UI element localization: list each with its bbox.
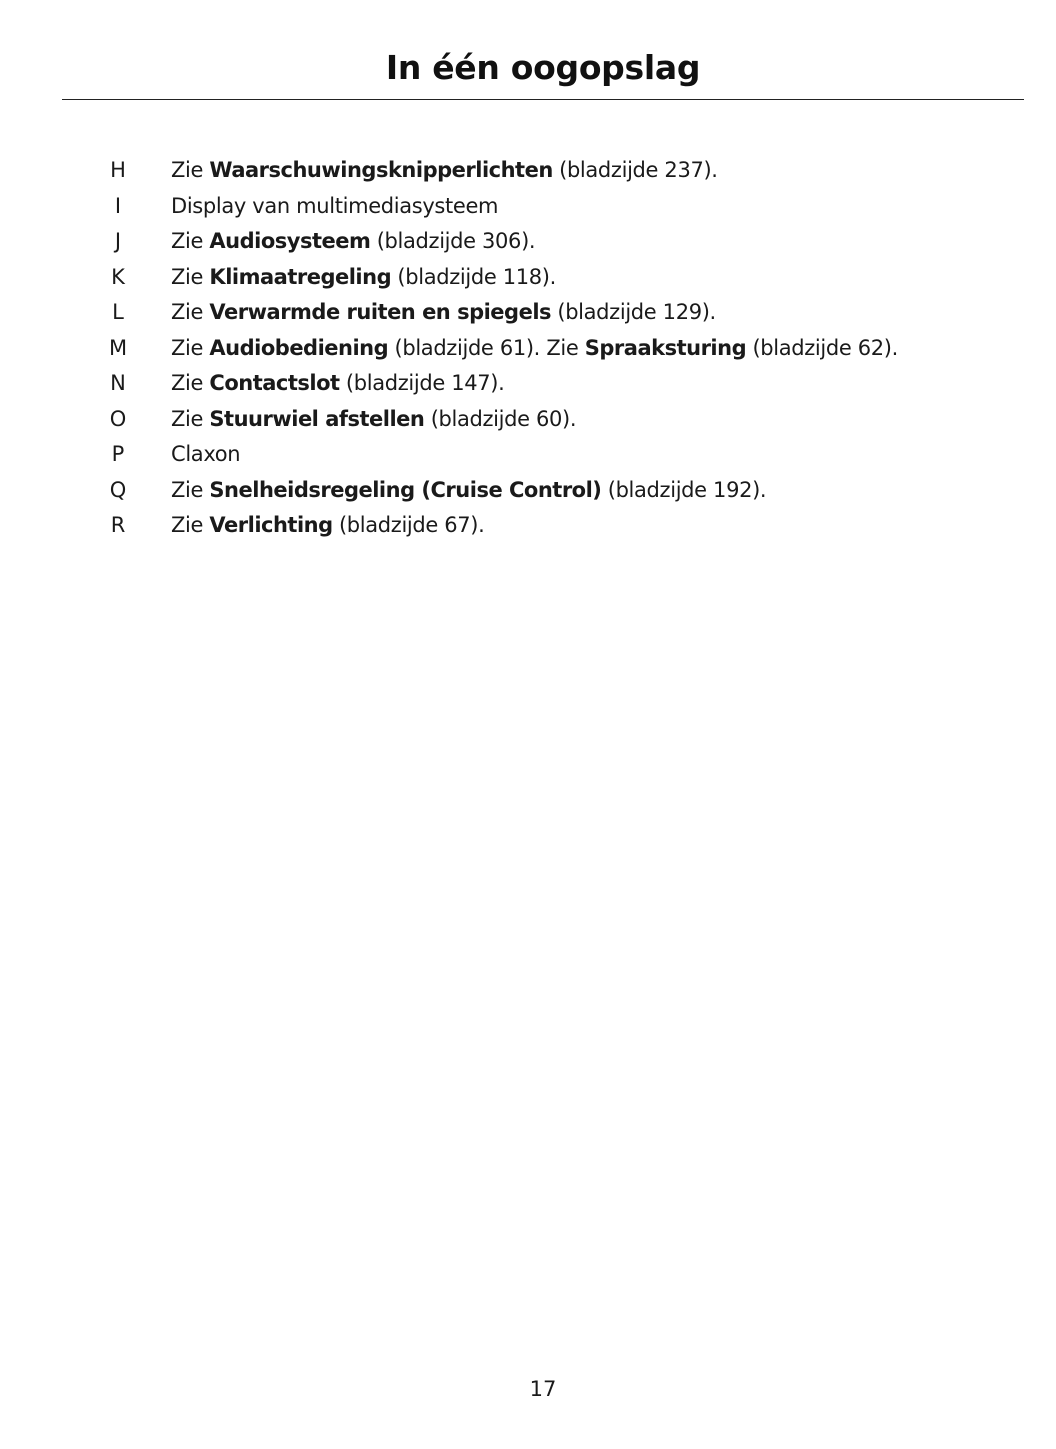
legend-text bbox=[171, 295, 716, 331]
legend-text bbox=[171, 437, 240, 473]
cross-reference-title: Audiobediening bbox=[209, 335, 389, 360]
cross-reference-title: Snelheidsregeling (Cruise Control) bbox=[209, 477, 602, 502]
legend-text-part: Zie bbox=[171, 229, 210, 253]
legend-item bbox=[0, 473, 1056, 509]
legend-item bbox=[0, 331, 1056, 367]
legend-text-part: Claxon bbox=[171, 442, 241, 466]
legend-item bbox=[0, 508, 1056, 544]
page-number: 17 bbox=[529, 1377, 557, 1401]
legend-item bbox=[0, 437, 1056, 473]
legend-key: H bbox=[110, 158, 126, 182]
legend-key: I bbox=[114, 193, 122, 218]
legend-text bbox=[171, 366, 504, 402]
legend-text bbox=[171, 260, 556, 296]
legend-key: K bbox=[111, 264, 125, 289]
legend-text bbox=[171, 402, 576, 438]
legend-text bbox=[171, 153, 718, 189]
cross-reference-title: Verwarmde ruiten en spiegels bbox=[209, 300, 552, 324]
legend-key: O bbox=[109, 406, 127, 431]
legend-text-part: (bladzijde 192). bbox=[601, 477, 767, 502]
legend-text-part: (bladzijde 61). Zie bbox=[388, 335, 585, 360]
cross-reference-title: Stuurwiel afstellen bbox=[209, 406, 425, 431]
legend-item bbox=[0, 260, 1056, 296]
legend-text-part: (bladzijde 60). bbox=[424, 406, 577, 431]
legend-text-part: Zie bbox=[171, 158, 210, 182]
cross-reference-title: Spraaksturing bbox=[584, 335, 747, 360]
legend-key: J bbox=[114, 229, 122, 253]
legend-item bbox=[0, 189, 1056, 225]
cross-reference-title: Waarschuwingsknipperlichten bbox=[209, 158, 553, 182]
legend-text bbox=[171, 473, 766, 509]
legend-text-part: (bladzijde 147). bbox=[339, 371, 505, 395]
legend-key: R bbox=[110, 513, 126, 537]
legend-text bbox=[171, 189, 498, 225]
legend-key: N bbox=[110, 371, 126, 395]
legend-text-part: Zie bbox=[171, 300, 210, 324]
legend-text-part: Zie bbox=[171, 477, 210, 502]
cross-reference-title: Audiosysteem bbox=[209, 229, 371, 253]
legend-item bbox=[0, 224, 1056, 260]
legend-text-part: (bladzijde 237). bbox=[552, 158, 718, 182]
legend-key: Q bbox=[109, 477, 127, 502]
title-divider bbox=[62, 99, 1024, 100]
legend-text-part: (bladzijde 129). bbox=[551, 300, 716, 324]
legend-key: L bbox=[112, 300, 124, 324]
cross-reference-title: Verlichting bbox=[209, 513, 333, 537]
legend-item bbox=[0, 295, 1056, 331]
legend-text-part: (bladzijde 118). bbox=[391, 264, 556, 289]
legend-text-part: Zie bbox=[171, 335, 210, 360]
legend-text-part: Display van multimediasysteem bbox=[171, 193, 499, 218]
legend-text-part: Zie bbox=[171, 371, 210, 395]
cross-reference-title: Klimaatregeling bbox=[209, 264, 392, 289]
legend-text bbox=[171, 508, 484, 544]
legend-text-part: (bladzijde 67). bbox=[332, 513, 485, 537]
page-title: In één oogopslag bbox=[385, 48, 701, 87]
legend-list bbox=[0, 153, 1056, 544]
legend-text-part: Zie bbox=[171, 406, 210, 431]
legend-text-part: Zie bbox=[171, 264, 210, 289]
cross-reference-title: Contactslot bbox=[209, 371, 340, 395]
legend-text-part: Zie bbox=[171, 513, 210, 537]
legend-text-part: (bladzijde 62). bbox=[746, 335, 898, 360]
legend-item bbox=[0, 153, 1056, 189]
legend-key: P bbox=[111, 442, 125, 466]
legend-text bbox=[171, 224, 535, 260]
legend-text-part: (bladzijde 306). bbox=[370, 229, 536, 253]
legend-key: M bbox=[108, 335, 128, 360]
legend-text bbox=[171, 331, 898, 367]
legend-item bbox=[0, 366, 1056, 402]
legend-item bbox=[0, 402, 1056, 438]
